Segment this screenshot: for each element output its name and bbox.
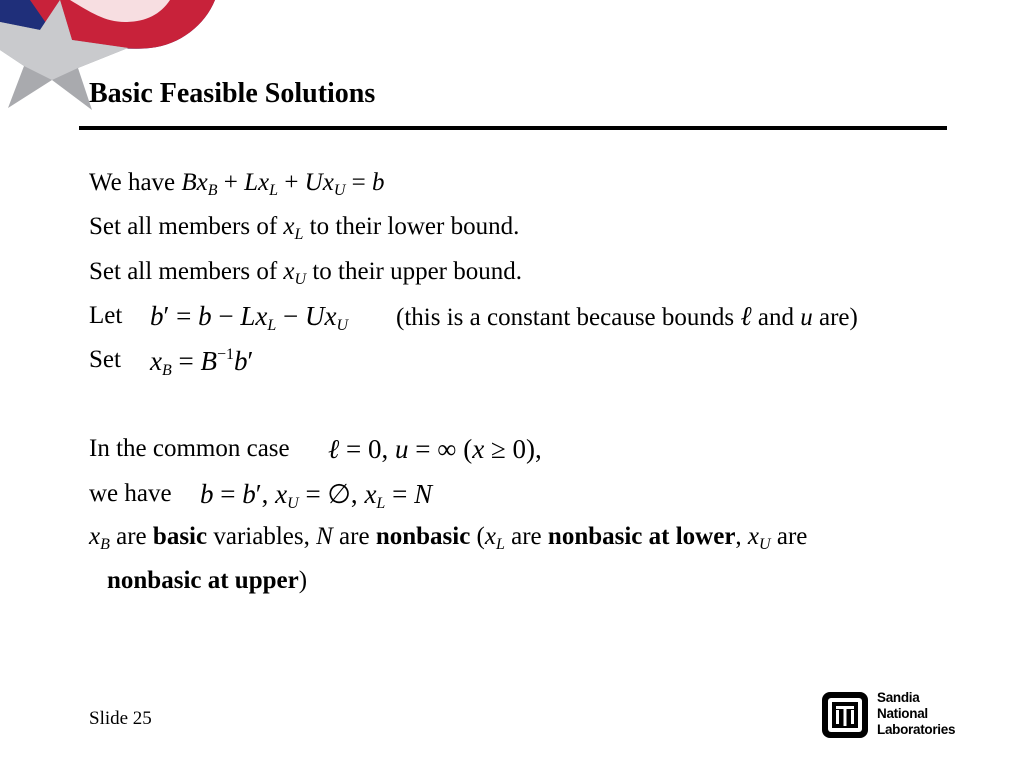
equation-xb: $x_B = B^{-1}b'$ [150,346,254,379]
line-upper-bound: Set all members of $x_U$ to their upper bound. [89,258,523,288]
line-we-have: we have [89,480,172,507]
title-rule [79,126,947,130]
sandia-logo-icon [822,692,868,738]
line-nonbasic-upper: nonbasic at upper) [107,567,308,594]
line-variable-classes: $x_B$ are basic variables, N are nonbasic ($x_L$ are nonbasic at lower, $x_U$ are [89,523,808,553]
line-we-have-equation: We have $Bx_B + Lx_L + Ux_U = b$ [89,169,385,199]
slide-number: Slide 25 [89,708,152,729]
slide-title: Basic Feasible Solutions [89,78,376,109]
equation-b-prime: $b' = b - Lx_L - Ux_U$ [150,301,349,334]
line-common-case: In the common case [89,435,290,462]
equation-common-case: ℓ = 0, u = ∞ (x ≥ 0), [328,434,542,464]
sandia-logo-text: Sandia National Laboratories [877,690,956,737]
equation-we-have: b = b′, $x_U$ = ∅, $x_L = N$ [200,479,433,512]
line-lower-bound: Set all members of $x_L$ to their lower bound. [89,213,520,243]
constant-note: (this is a constant because bounds ℓ and u are) [396,301,858,331]
line-let: Let [89,302,123,329]
sandia-logo [822,690,956,742]
line-set: Set [89,346,121,373]
